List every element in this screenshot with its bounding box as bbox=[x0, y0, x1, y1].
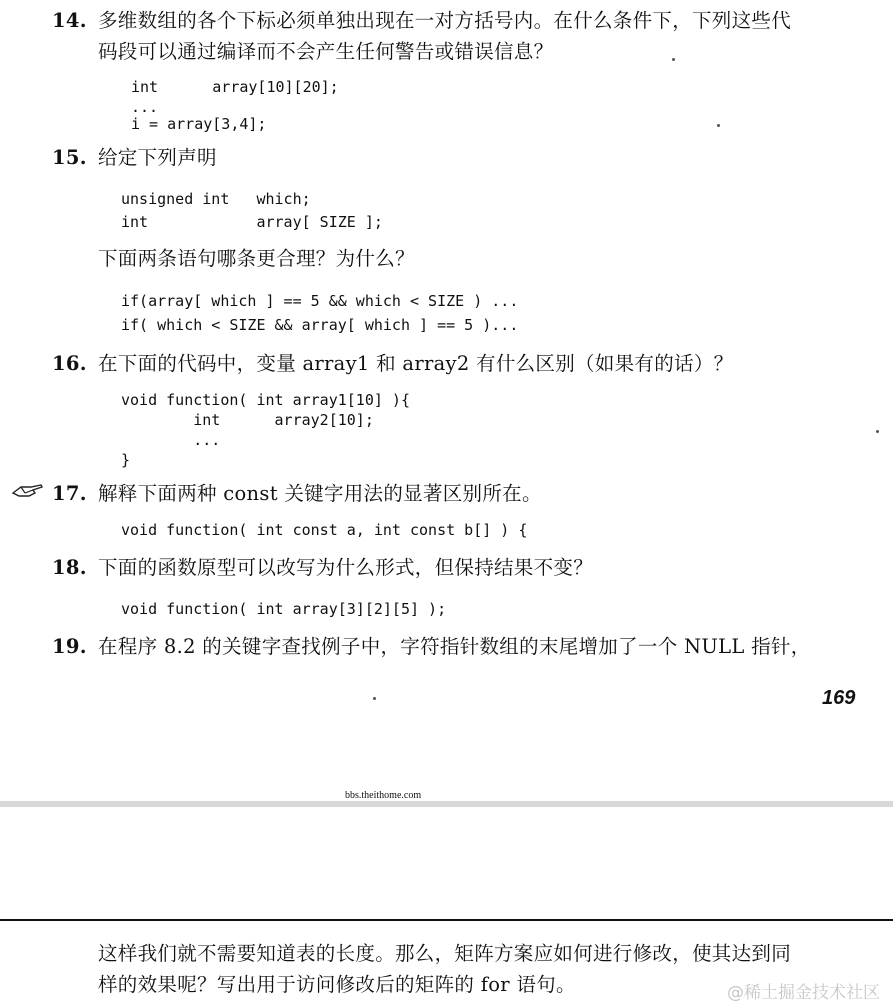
question-number: 19. bbox=[52, 635, 87, 658]
question-14-line-1: 多维数组的各个下标必须单独出现在一对方括号内。在什么条件下，下列这些代 bbox=[98, 9, 792, 32]
question-number: 17. bbox=[52, 482, 87, 505]
code-line: if( which < SIZE && array[ which ] == 5 )... bbox=[121, 316, 519, 334]
question-17-line-1: 解释下面两种 const 关键字用法的显著区别所在。 bbox=[98, 482, 542, 505]
code-line: void function( int array1[10] ){ bbox=[121, 391, 410, 409]
continuation-line-1: 这样我们就不需要知道表的长度。那么，矩阵方案应如何进行修改，使其达到同 bbox=[98, 942, 792, 965]
code-line: void function( int const a, int const b[] ) { bbox=[121, 521, 528, 539]
question-number: 16. bbox=[52, 352, 87, 375]
code-line: void function( int array[3][2][5] ); bbox=[121, 600, 447, 618]
page-number: 169 bbox=[822, 687, 856, 709]
code-line: } bbox=[121, 451, 131, 469]
question-14 bbox=[52, 5, 87, 36]
page-top-rule bbox=[0, 919, 893, 921]
code-line: int array2[10]; bbox=[121, 411, 374, 429]
page-separator bbox=[0, 801, 893, 807]
question-14-line-2: 码段可以通过编译而不会产生任何警告或错误信息？ bbox=[98, 40, 554, 63]
question-19-line-1: 在程序 8.2 的关键字查找例子中，字符指针数组的末尾增加了一个 NULL 指针， bbox=[98, 635, 811, 658]
question-number: 18. bbox=[52, 556, 87, 579]
code-line: if(array[ which ] == 5 && which < SIZE ) ... bbox=[121, 292, 519, 310]
code-line: int array[10][20]; bbox=[131, 78, 339, 96]
code-line: unsigned int which; bbox=[121, 190, 311, 208]
pointing-hand-icon bbox=[11, 481, 45, 499]
footer-url: bbs.theithome.com bbox=[345, 790, 422, 801]
code-line: ... bbox=[121, 431, 221, 449]
question-number: 14. bbox=[52, 9, 87, 32]
continuation-line-2: 样的效果呢？写出用于访问修改后的矩阵的 for 语句。 bbox=[98, 973, 576, 996]
question-15-followup: 下面两条语句哪条更合理？为什么？ bbox=[98, 247, 415, 270]
code-line: int array[ SIZE ]; bbox=[121, 213, 383, 231]
watermark: @稀土掘金技术社区 bbox=[727, 983, 880, 1003]
question-number: 15. bbox=[52, 146, 87, 169]
code-line: i = array[3,4]; bbox=[131, 115, 267, 133]
question-15-line-1: 给定下列声明 bbox=[98, 146, 217, 169]
question-16-line-1: 在下面的代码中，变量 array1 和 array2 有什么区别（如果有的话）？ bbox=[98, 352, 734, 375]
code-line: ... bbox=[131, 98, 159, 116]
question-18-line-1: 下面的函数原型可以改写为什么形式，但保持结果不变？ bbox=[98, 556, 594, 579]
